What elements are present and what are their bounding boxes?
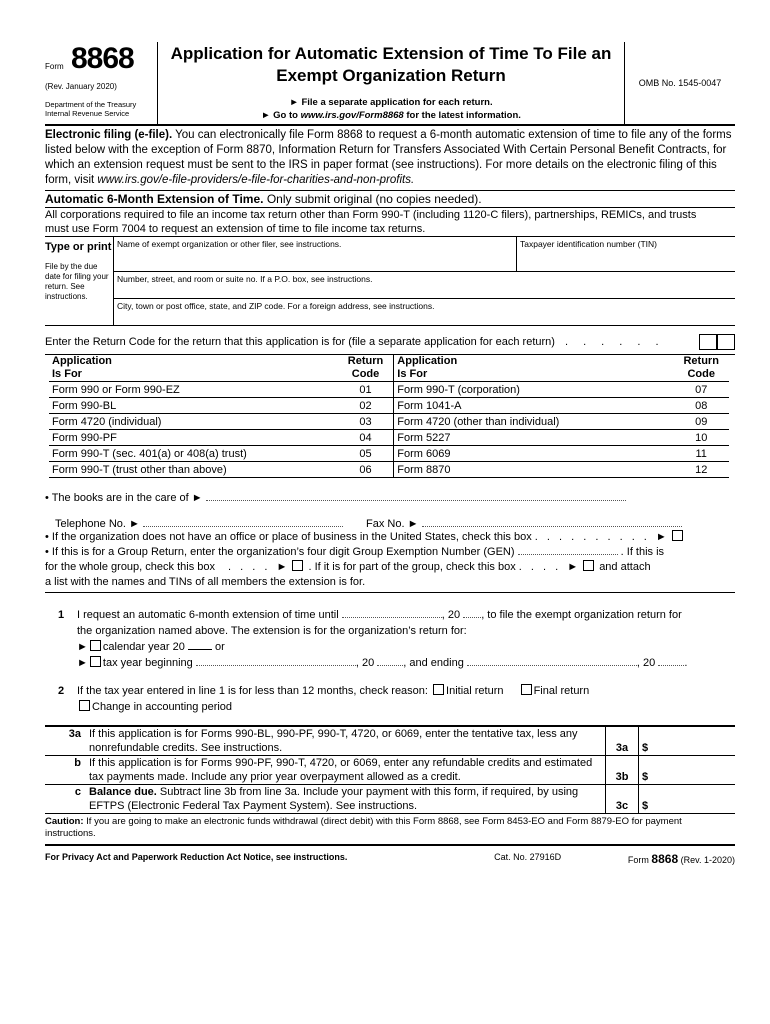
group-row-3: a list with the names and TINs of all members the extension is for. (45, 575, 735, 593)
books-row (45, 492, 735, 504)
tax-year-end-field[interactable] (467, 665, 637, 666)
final-return-checkbox[interactable] (521, 684, 532, 695)
return-code-digit-2[interactable] (717, 334, 735, 350)
corporations-note (45, 208, 735, 236)
extension-year-field[interactable] (463, 617, 481, 618)
electronic-filing-text: You can electronically file Form 8868 to request a 6-month automatic extension of time to file any of the forms listed below with the exception of Form 8870, Information Return for Transfers Associated With Certain Personal Benefit Contracts, for which an extension request must be sent to the IRS in paper format (see instructions). For more details on the electronic filing of this form, visit (45, 129, 732, 186)
fax-field[interactable] (422, 526, 682, 527)
col-application-left: Application Is For (49, 355, 338, 382)
efile-link[interactable]: www.irs.gov/e-file-providers/e-file-for-charities-and-non-profits. (97, 174, 415, 186)
street-field[interactable] (114, 272, 735, 299)
form-number: 8868 (71, 42, 134, 75)
form-title-line-1: Application for Automatic Extension of Time To File an (170, 44, 612, 63)
return-code-prompt: Enter the Return Code for the return that this application is for (file a separate application for each return) (45, 336, 555, 348)
corporations-note-line-2: must use Form 7004 to request an extension of time to file income tax returns. (45, 223, 426, 235)
table-row: Form 990-T (sec. 401(a) or 408(a) trust) 05 Form 6069 11 (49, 446, 729, 462)
return-code-input[interactable] (699, 334, 735, 350)
line-3b-row: b If this application is for Forms 990-PF, 990-T, 4720, or 6069, enter any refundable credits and estimated tax payments made. Include any prior year overpayment allowed as a credit. 3b $ (45, 756, 735, 785)
calendar-year-field[interactable] (188, 649, 212, 650)
table-header-row (49, 355, 729, 382)
books-label: • The books are in the care of ► (45, 492, 203, 504)
fax-label: Fax No. ► (366, 518, 419, 530)
return-code-row (45, 334, 735, 355)
irs-form-link[interactable]: www.irs.gov/Form8868 (300, 110, 404, 121)
form-footer (45, 846, 735, 866)
table-row: Form 990-BL 02 Form 1041-A 08 (49, 398, 729, 414)
office-group-block (45, 530, 735, 593)
org-name-label: Name of exempt organization or other filer, see instructions. (117, 239, 342, 249)
no-office-checkbox[interactable] (672, 530, 683, 541)
type-or-print-label: Type or print (45, 241, 112, 253)
electronic-filing-heading: Electronic filing (e-file). (45, 129, 173, 141)
street-label: Number, street, and room or suite no. If a P.O. box, see instructions. (117, 274, 373, 284)
leader-dots: . . . . . . (564, 336, 665, 348)
instruction-1: ► File a separate application for each return. (289, 97, 493, 108)
tax-year-begin-field[interactable] (196, 665, 356, 666)
change-accounting-checkbox[interactable] (79, 700, 90, 711)
gen-field[interactable] (518, 554, 618, 555)
org-name-field[interactable] (114, 237, 517, 271)
city-label: City, town or post office, state, and ZIP code. For a foreign address, see instructions. (117, 301, 435, 311)
electronic-filing-paragraph (45, 126, 735, 191)
group-row-1: • If this is for a Group Return, enter the organization’s four digit Group Exemption Number (GEN) . If this is (45, 546, 665, 558)
whole-group-checkbox[interactable] (292, 560, 303, 571)
tin-field[interactable] (517, 237, 735, 271)
privacy-notice: For Privacy Act and Paperwork Reduction Act Notice, see instructions. (45, 852, 348, 862)
filer-info-block (45, 236, 735, 326)
footer-form-id: Form 8868 (Rev. 1-2020) (627, 852, 735, 866)
section-heading-rest: Only submit original (no copies needed). (266, 192, 482, 206)
calendar-year-checkbox[interactable] (90, 640, 101, 651)
line-1: 1 I request an automatic 6-month extension of time until , 20 , to file the exempt organization return for the organization named above. The extension is for the organization’s return for: ► calendar year 20 or ► tax year beginning , 20 , and ending , 20 . (45, 607, 735, 671)
dept-line-2: Internal Revenue Service (45, 109, 130, 118)
section-heading-bold: Automatic 6-Month Extension of Time. (45, 192, 264, 206)
no-office-row: • If the organization does not have an office or place of business in the United States, check this box . . . . . . . . . . ► (45, 530, 735, 545)
line-1-number: 1 (57, 609, 65, 621)
name-tin-row (114, 237, 735, 272)
phone-row (45, 518, 735, 530)
books-field[interactable] (206, 500, 626, 501)
initial-return-checkbox[interactable] (433, 684, 444, 695)
line-3-block (45, 725, 735, 814)
table-row: Form 990-T (trust other than above) 06 Form 8870 12 (49, 462, 729, 478)
line-2: 2 If the tax year entered in line 1 is for less than 12 months, check reason: Initial return Final return Change in accounting period (45, 683, 735, 715)
line-3a-amount[interactable]: $ (642, 742, 649, 754)
extension-date-field[interactable] (342, 617, 442, 618)
line-3a-row: 3a If this application is for Forms 990-BL, 990-PF, 990-T, 4720, or 6069, enter the tentative tax, less any nonrefundable credits. See instructions. 3a $ (45, 727, 735, 756)
table-row: Form 990 or Form 990-EZ 01 Form 990-T (corporation) 07 (49, 382, 729, 398)
form-title-line-2: Exempt Organization Return (276, 66, 506, 85)
cat-number: Cat. No. 27916D (494, 852, 562, 862)
section-heading (45, 191, 735, 208)
line-3c-row: c Balance due. Subtract line 3b from line 3a. Include your payment with this form, if required, by using EFTPS (Electronic Federal Tax Payment System). See instructions. 3c $ (45, 785, 735, 814)
tax-year-checkbox[interactable] (90, 656, 101, 667)
tax-year-end-year[interactable] (658, 665, 684, 666)
form-label: Form (45, 62, 64, 71)
corporations-note-line-1: All corporations required to file an income tax return other than Form 990-T (including 1120-C filers), partnerships, REMICs, and trusts (45, 209, 697, 221)
col-code-right: Return Code (673, 355, 729, 382)
caution-note: Caution: If you are going to make an electronic funds withdrawal (direct debit) with this Form 8868, see Form 8453-EO and Form 8879-EO for payment instructions. (45, 814, 735, 846)
filer-fields (114, 237, 735, 325)
revision: (Rev. January 2020) (45, 82, 117, 91)
col-application-right: Application Is For (394, 355, 674, 382)
col-code-left: Return Code (338, 355, 394, 382)
omb-number: OMB No. 1545-0047 (638, 78, 722, 88)
title-instructions (158, 96, 624, 122)
department (45, 100, 136, 118)
return-codes-table (49, 355, 729, 478)
tax-year-begin-year[interactable] (377, 665, 403, 666)
table-row: Form 4720 (individual) 03 Form 4720 (other than individual) 09 (49, 414, 729, 430)
telephone-label: Telephone No. ► (55, 518, 140, 530)
line-2-number: 2 (57, 685, 65, 697)
tin-label: Taxpayer identification number (TIN) (520, 239, 658, 249)
title-block (158, 42, 625, 124)
group-row-2: for the whole group, check this box . . . . ► . If it is for part of the group, check this box . . . . ► and attach (45, 561, 651, 573)
city-field[interactable] (114, 299, 735, 325)
line-3b-amount[interactable]: $ (642, 771, 649, 783)
table-row: Form 990-PF 04 Form 5227 10 (49, 430, 729, 446)
form-header (45, 42, 735, 126)
telephone-field[interactable] (143, 526, 343, 527)
dept-line-1: Department of the Treasury (45, 100, 137, 109)
return-code-digit-1[interactable] (699, 334, 717, 350)
file-by-note: File by the due date for filing your return. See instructions. (45, 262, 109, 301)
line-3c-amount[interactable]: $ (642, 800, 649, 812)
instruction-2: ► Go to www.irs.gov/Form8868 for the latest information. (261, 110, 521, 121)
part-group-checkbox[interactable] (583, 560, 594, 571)
form-page (45, 0, 735, 866)
type-or-print-note (45, 237, 114, 325)
form-id-block (45, 42, 158, 124)
